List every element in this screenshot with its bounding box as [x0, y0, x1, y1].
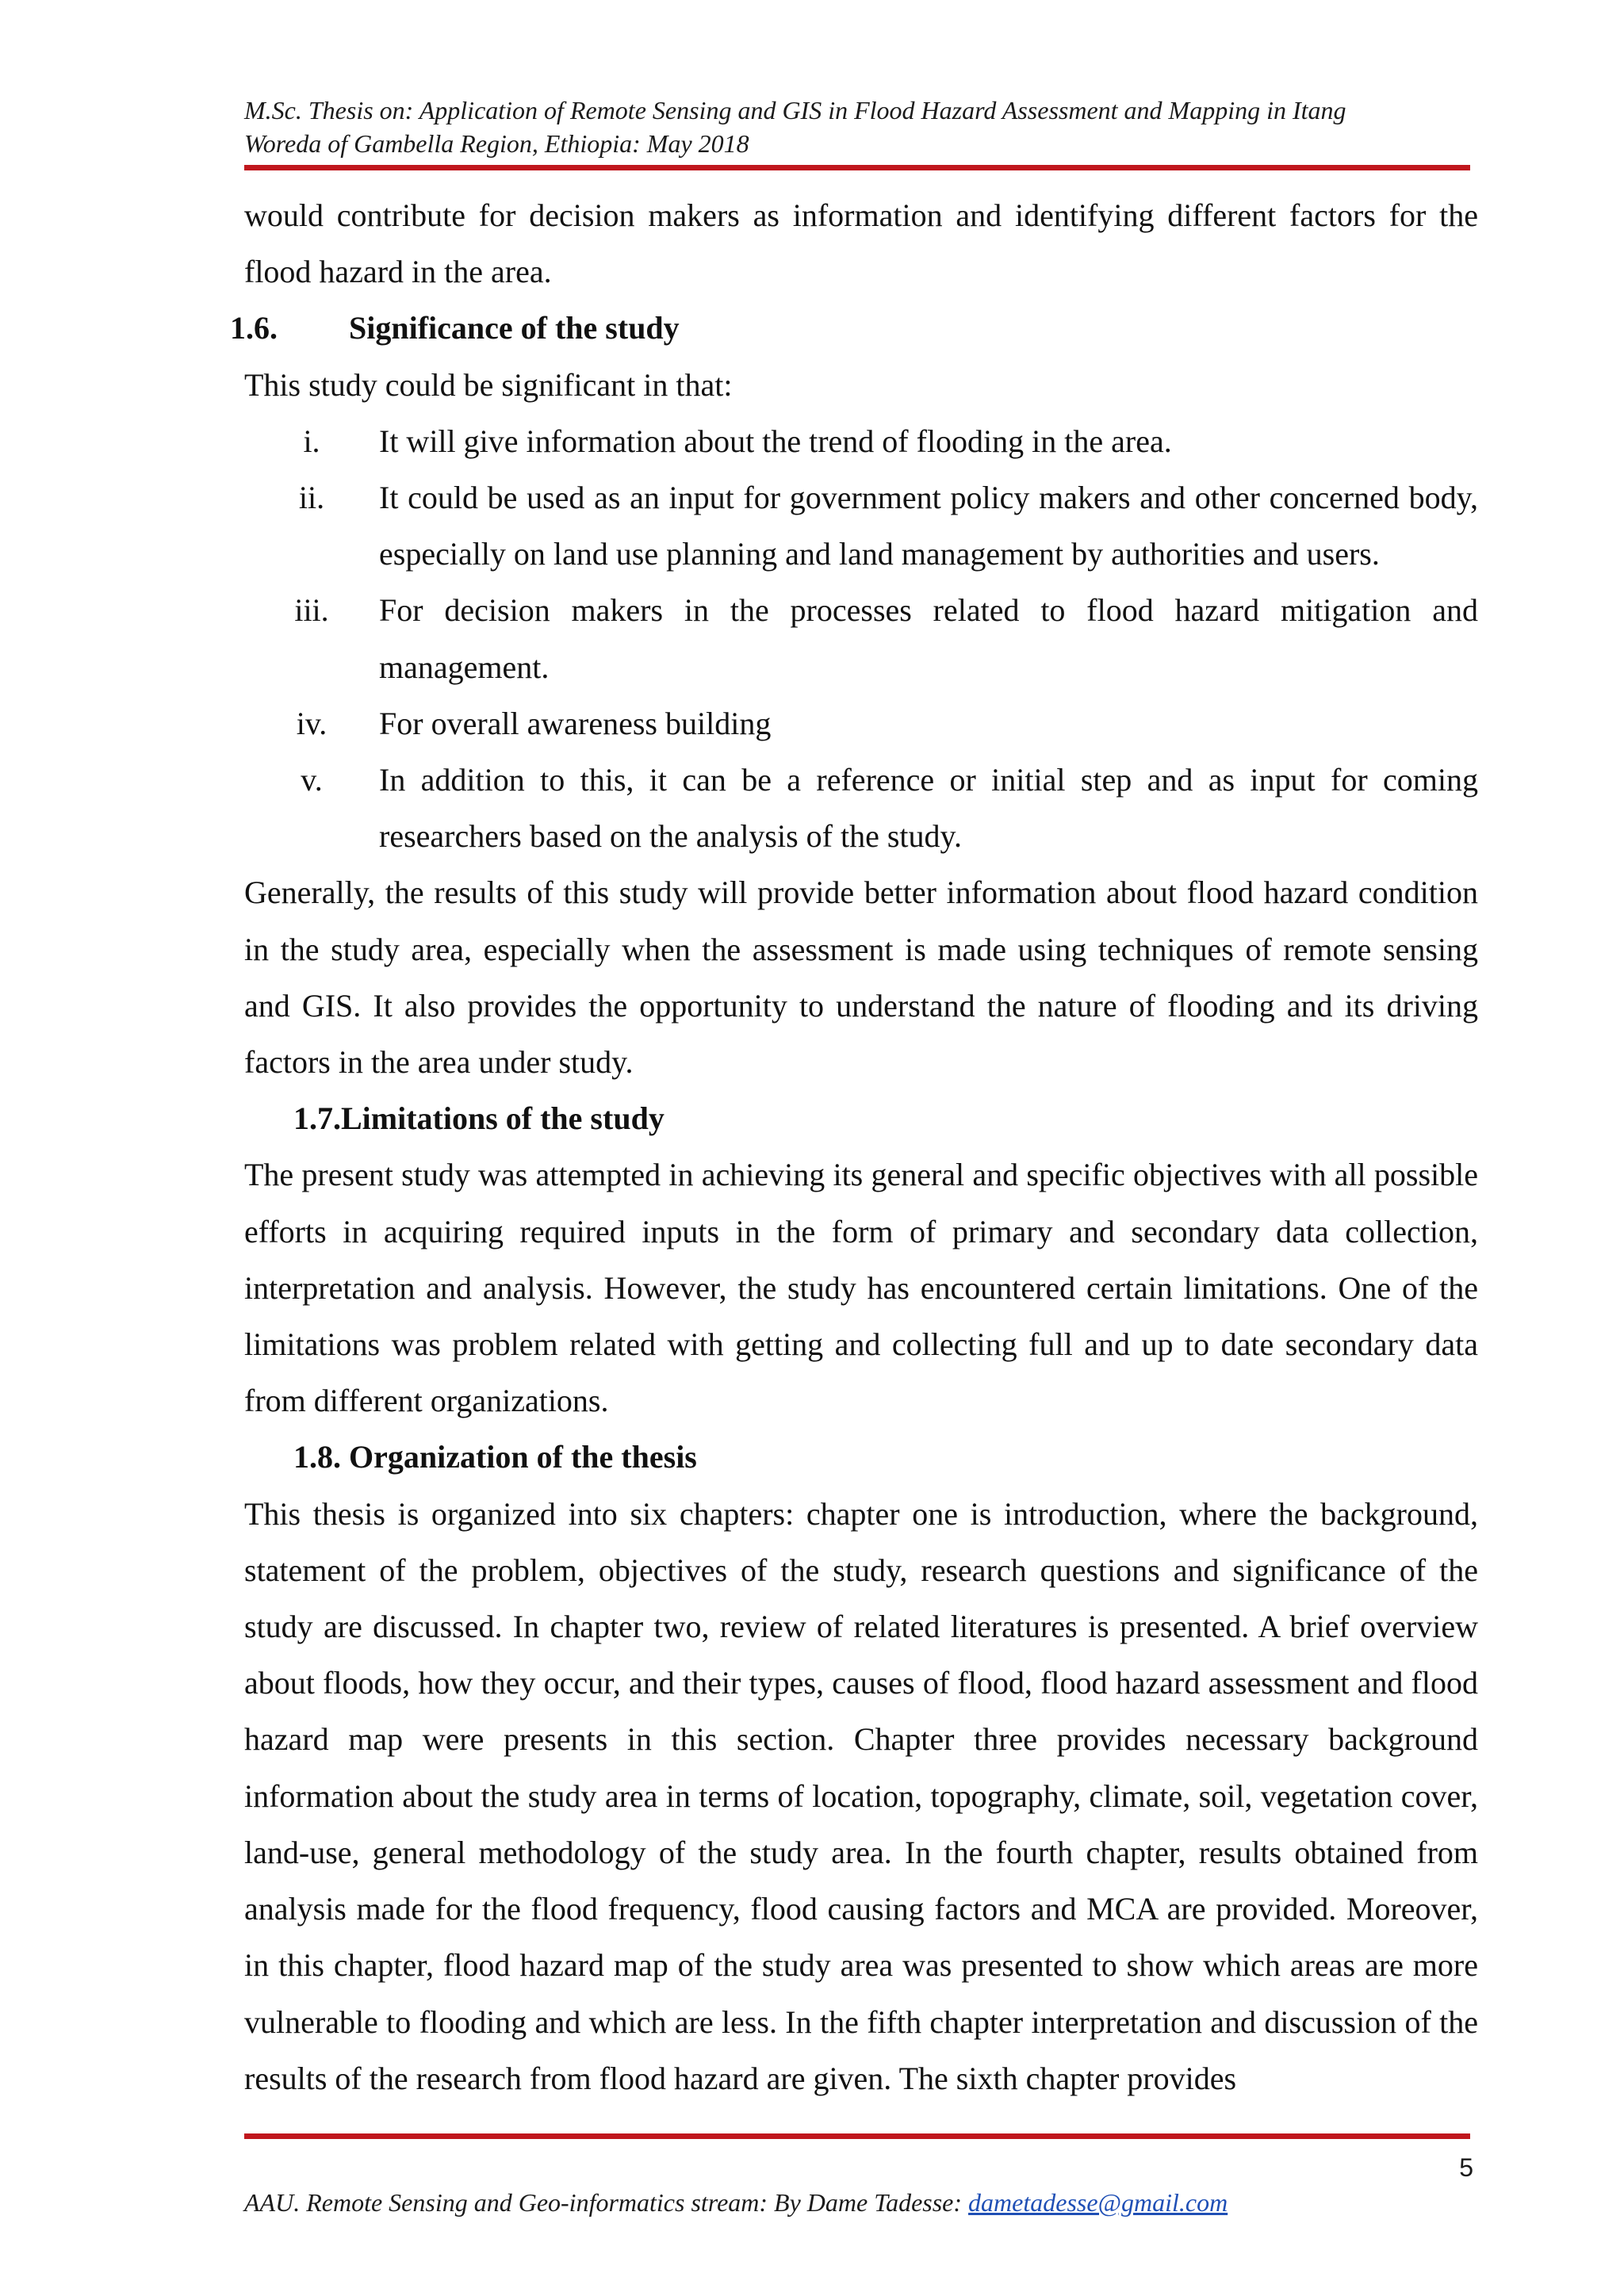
section-1-6-number: 1.6. [230, 310, 278, 346]
header-line-2: Woreda of Gambella Region, Ethiopia: May 2018 [244, 129, 749, 158]
section-1-6-title: Significance of the study [349, 310, 680, 346]
list-item-text: For decision makers in the processes related to flood hazard mitigation and management. [379, 592, 1478, 685]
list-item-marker: iv. [296, 705, 327, 741]
list-item-marker: ii. [298, 480, 325, 516]
list-item-text: It could be used as an input for government policy makers and other concerned body, especially on land use planning and land management by authorities and users. [379, 480, 1478, 572]
significance-intro: This study could be significant in that: [244, 366, 733, 403]
footer-email-link[interactable]: dametadesse@gmail.com [968, 2188, 1228, 2217]
organization-paragraph: This thesis is organized into six chapters: chapter one is introduction, where the background, statement of the problem, objectives of the study, research questions and significance of the study are discussed. In chapter two, review of related literatures is presented. A brief overview about floods, how they occur, and their types, causes of flood, flood hazard assessment and flood hazard map were presents in this section. Chapter three provides necessary background information about the study area in terms of location, topography, climate, soil, vegetation cover, land-use, general methodology of the study area. In the fourth chapter, results obtained from analysis made for the flood frequency, flood causing factors and MCA are provided. Moreover, in this chapter, flood hazard map of the study area was presented to show which areas are more vulnerable to flooding and which are less. In the fifth chapter interpretation and discussion of the results of the research from flood hazard are given. The sixth chapter provides [244, 1495, 1478, 2096]
page-body [230, 187, 1478, 2107]
list-item [244, 752, 1478, 864]
list-item-text: It will give information about the trend of flooding in the area. [379, 423, 1172, 459]
page-number: 5 [1459, 2153, 1473, 2182]
list-item [244, 695, 1478, 752]
header-line-1: M.Sc. Thesis on: Application of Remote Sensing and GIS in Flood Hazard Assessment and Mapping in Itang [244, 96, 1346, 124]
list-item-text: For overall awareness building [379, 705, 772, 741]
section-1-6-heading [230, 300, 1478, 356]
section-1-8-heading [293, 1429, 1478, 1485]
header-rule [244, 165, 1470, 170]
significance-closing-paragraph: Generally, the results of this study will provide better information about flood hazard condition in the study area, especially when the assessment is made using techniques of remote sensing and GIS. It also provides the opportunity to understand the nature of flooding and its driving factors in the area under study. [244, 874, 1478, 1081]
list-item [244, 582, 1478, 695]
section-1-8-title: Organization of the thesis [349, 1439, 697, 1475]
continuation-paragraph: would contribute for decision makers as information and identifying different factors for the flood hazard in the area. [244, 197, 1478, 290]
list-item-marker: i. [303, 423, 320, 459]
list-item-marker: iii. [294, 592, 329, 629]
significance-list [244, 413, 1478, 865]
list-item [244, 469, 1478, 582]
section-1-8-number: 1.8. [293, 1439, 341, 1475]
list-item [244, 413, 1478, 469]
footer-text: AAU. Remote Sensing and Geo-informatics stream: By Dame Tadesse: [244, 2188, 963, 2217]
running-footer [244, 2186, 1481, 2219]
list-item-marker: v. [301, 762, 323, 798]
footer-rule [244, 2133, 1470, 2139]
list-item-text: In addition to this, it can be a reference or initial step and as input for coming researchers based on the analysis of the study. [379, 762, 1478, 855]
limitations-paragraph: The present study was attempted in achieving its general and specific objectives with all possible efforts in acquiring required inputs in the form of primary and secondary data collection, interpretation and analysis. However, the study has encountered certain limitations. One of the limitations was problem related with getting and collecting full and up to date secondary data from different organizations. [244, 1157, 1478, 1419]
running-header [244, 94, 1481, 160]
section-1-7-heading: 1.7.Limitations of the study [293, 1100, 665, 1137]
